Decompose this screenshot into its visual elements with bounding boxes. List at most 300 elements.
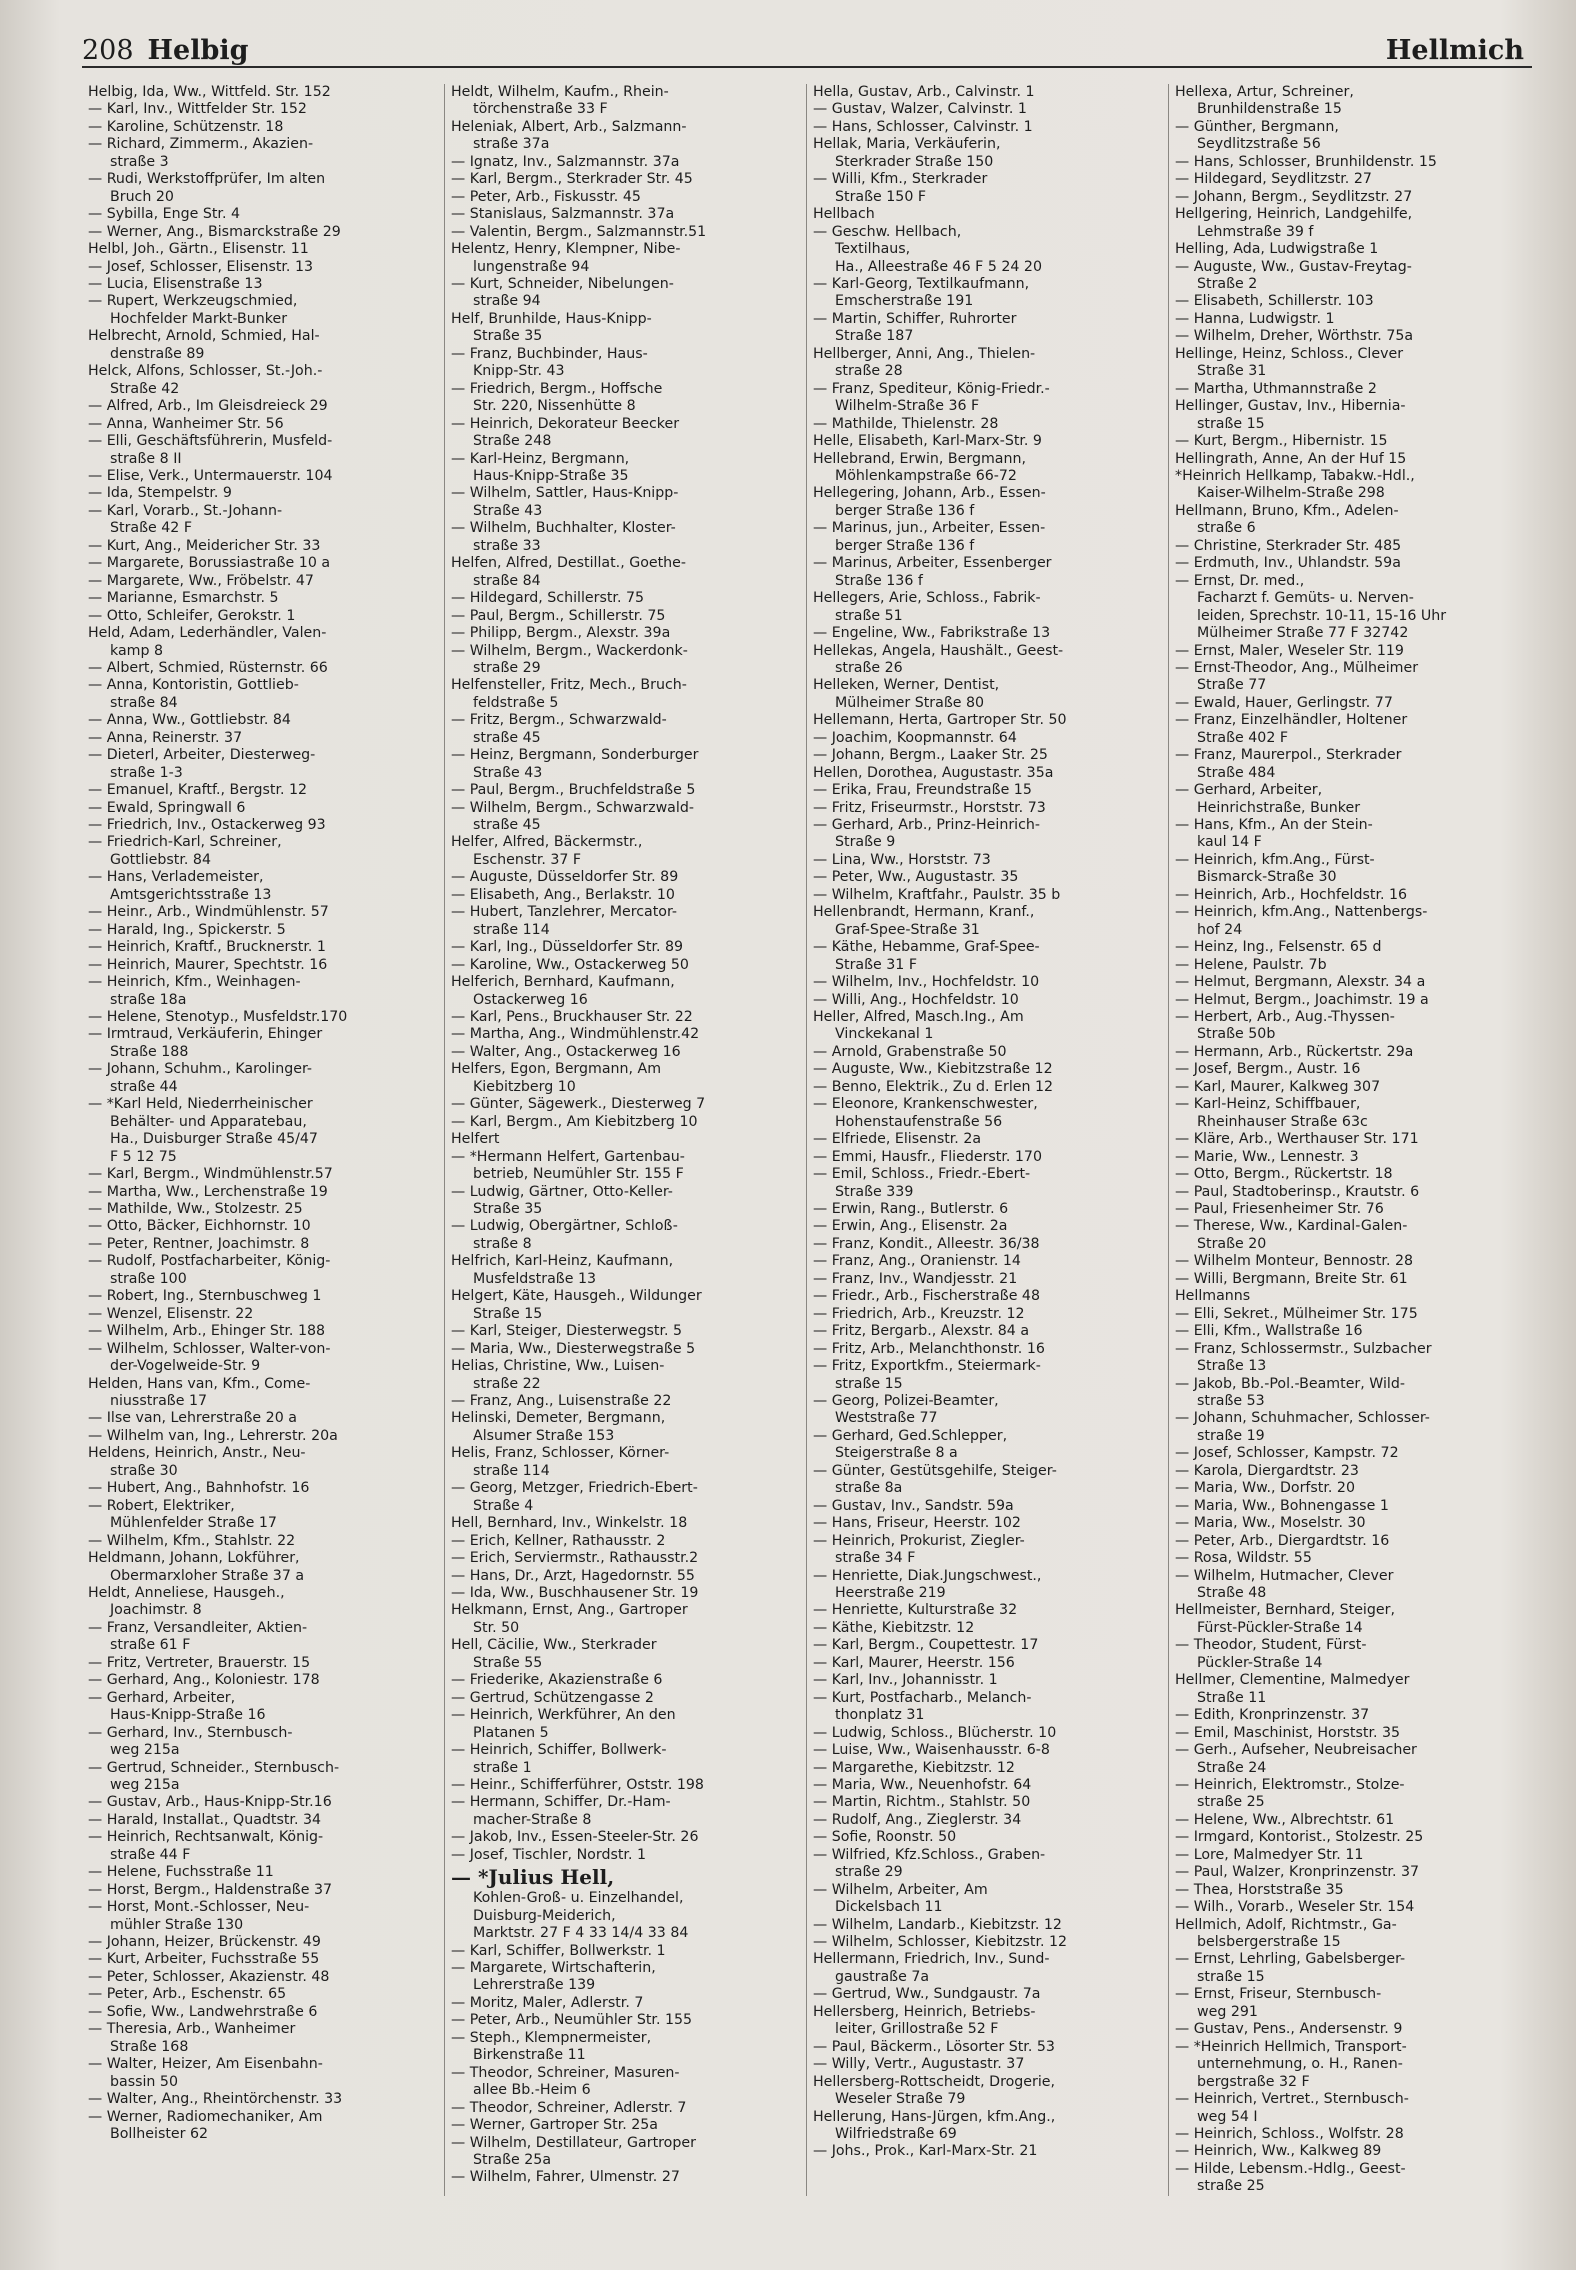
- entry-line: straße 51: [835, 607, 903, 624]
- entry-line: — Alfred, Arb., Im Gleisdreieck 29: [88, 398, 328, 415]
- entry-line: straße 45: [473, 729, 541, 746]
- entry-line: Helis, Franz, Schlosser, Körner-: [451, 1445, 670, 1462]
- entry-line: straße 28: [835, 363, 903, 380]
- entry-line: Textilhaus,: [835, 241, 911, 258]
- entry-line: — Moritz, Maler, Adlerstr. 7: [451, 1994, 644, 2011]
- entry-line: Lehrerstraße 139: [473, 1977, 596, 1994]
- entry-line: — Anna, Reinerstr. 37: [88, 729, 243, 746]
- entry-line: Straße 20: [1197, 1235, 1267, 1252]
- entry-line: — Elisabeth, Schillerstr. 103: [1175, 293, 1374, 310]
- entry-line: — Gerhard, Arbeiter,: [1175, 782, 1323, 799]
- entry-line: — Karl-Heinz, Schiffbauer,: [1175, 1096, 1361, 1113]
- entry-line: Straße 187: [835, 328, 914, 345]
- entry-line: Bruch 20: [110, 188, 174, 205]
- entry-line: — Wilhelm, Hutmacher, Clever: [1175, 1567, 1394, 1584]
- entry-line: — Martha, Ang., Windmühlenstr.42: [451, 1026, 700, 1043]
- entry-line: — Martha, Ww., Lerchenstraße 19: [88, 1183, 328, 1200]
- entry-line: — Margarethe, Kiebitzstr. 12: [813, 1759, 1015, 1776]
- entry-line: — Harald, Ing., Spickerstr. 5: [88, 921, 286, 938]
- entry-line: — Martha, Uthmannstraße 2: [1175, 380, 1377, 397]
- entry-line: gaustraße 7a: [835, 1968, 930, 1985]
- entry-line: — Heinz, Bergmann, Sonderburger: [451, 747, 699, 764]
- entry-line: straße 8 II: [110, 450, 182, 467]
- entry-line: — Lore, Malmedyer Str. 11: [1175, 1846, 1364, 1863]
- entry-line: Pückler-Straße 14: [1197, 1654, 1323, 1671]
- entry-line: Straße 248: [473, 433, 552, 450]
- entry-line: Hellegering, Johann, Arb., Essen-: [813, 485, 1046, 502]
- entry-line: Straße 168: [110, 2038, 189, 2055]
- entry-line: — Kläre, Arb., Werthauser Str. 171: [1175, 1131, 1419, 1148]
- entry-line: — Theresia, Arb., Wanheimer: [88, 2021, 296, 2038]
- entry-line: — Kurt, Ang., Meidericher Str. 33: [88, 537, 321, 554]
- entry-line: — Auguste, Ww., Kiebitzstraße 12: [813, 1061, 1053, 1078]
- entry-line: — Hubert, Ang., Bahnhofstr. 16: [88, 1480, 310, 1497]
- entry-line: — Helene, Paulstr. 7b: [1175, 956, 1327, 973]
- entry-line: Graf-Spee-Straße 31: [835, 921, 980, 938]
- entry-line: — Walter, Ang., Rheintörchenstr. 33: [88, 2091, 343, 2108]
- entry-line: — Rudi, Werkstoffprüfer, Im alten: [88, 171, 326, 188]
- entry-line: macher-Straße 8: [473, 1811, 592, 1828]
- entry-line: — Marianne, Esmarchstr. 5: [88, 590, 279, 607]
- entry-line: — Wilhelm, Dreher, Wörthstr. 75a: [1175, 328, 1414, 345]
- entry-line: Str. 50: [473, 1619, 520, 1636]
- entry-line: — Robert, Ing., Sternbuschweg 1: [88, 1288, 322, 1305]
- entry-line: — Kurt, Schneider, Nibelungen-: [451, 275, 674, 292]
- entry-line: — Sofie, Ww., Landwehrstraße 6: [88, 2003, 318, 2020]
- entry-line: — Günter, Gestütsgehilfe, Steiger-: [813, 1462, 1057, 1479]
- entry-line: — Kurt, Postfacharb., Melanch-: [813, 1689, 1032, 1706]
- entry-line: Hellbach: [813, 206, 875, 223]
- entry-line: — Horst, Bergm., Haldenstraße 37: [88, 1881, 332, 1898]
- entry-line: — Käthe, Kiebitzstr. 12: [813, 1619, 975, 1636]
- entry-line: — Otto, Schleifer, Gerokstr. 1: [88, 607, 296, 624]
- entry-line: Hellebrand, Erwin, Bergmann,: [813, 450, 1026, 467]
- entry-line: — Wenzel, Elisenstr. 22: [88, 1305, 254, 1322]
- entry-line: lungenstraße 94: [473, 258, 590, 275]
- entry-line: — Edith, Kronprinzenstr. 37: [1175, 1707, 1370, 1724]
- entry-line: Seydlitzstraße 56: [1197, 136, 1321, 153]
- entry-line: straße 94: [473, 293, 541, 310]
- entry-line: — Emanuel, Kraftf., Bergstr. 12: [88, 782, 308, 799]
- entry-line: — Elfriede, Elisenstr. 2a: [813, 1131, 982, 1148]
- entry-line: — Peter, Arb., Neumühler Str. 155: [451, 2012, 693, 2029]
- entry-line: — Fritz, Friseurmstr., Horststr. 73: [813, 799, 1046, 816]
- entry-line: — Wilhelm, Destillateur, Gartroper: [451, 2134, 696, 2151]
- entry-line: Straße 77: [1197, 677, 1267, 694]
- entry-line: Wilhelm-Straße 36 F: [835, 398, 980, 415]
- entry-line: — Heinrich, kfm.Ang., Nattenbergs-: [1175, 904, 1428, 921]
- entry-line: Helck, Alfons, Schlosser, St.-Joh.-: [88, 363, 323, 380]
- entry-line: — Franz, Ang., Oranienstr. 14: [813, 1253, 1021, 1270]
- entry-line: leiden, Sprechstr. 10-11, 15-16 Uhr: [1197, 607, 1447, 624]
- entry-line: — Wilh., Vorarb., Weseler Str. 154: [1175, 1899, 1415, 1916]
- entry-line: niusstraße 17: [110, 1392, 208, 1409]
- entry-line: Hellersberg, Heinrich, Betriebs-: [813, 2003, 1036, 2020]
- entry-line: — Gerhard, Ang., Koloniestr. 178: [88, 1672, 320, 1689]
- entry-line: Helleken, Werner, Dentist,: [813, 677, 1000, 694]
- entry-line: — Willi, Bergmann, Breite Str. 61: [1175, 1270, 1408, 1287]
- entry-line: — Walter, Ang., Ostackerweg 16: [451, 1043, 681, 1060]
- entry-line: — Karl, Ing., Düsseldorfer Str. 89: [451, 939, 684, 956]
- entry-line: — Friedrich, Arb., Kreuzstr. 12: [813, 1305, 1025, 1322]
- entry-line: Straße 35: [473, 1201, 543, 1217]
- entry-line: straße 34 F: [835, 1550, 916, 1567]
- entry-line: — Martin, Richtm., Stahlstr. 50: [813, 1794, 1031, 1811]
- entry-line: — Lina, Ww., Horststr. 73: [813, 851, 991, 868]
- entry-line: Helfen, Alfred, Destillat., Goethe-: [451, 555, 687, 572]
- entry-line: — Friedrich-Karl, Schreiner,: [88, 834, 282, 851]
- entry-line: — Franz, Buchbinder, Haus-: [451, 345, 648, 362]
- entry-line: berger Straße 136 f: [835, 537, 975, 554]
- entry-line: kamp 8: [110, 642, 164, 659]
- entry-line: Bollheister 62: [110, 2126, 209, 2143]
- entry-line: — Therese, Ww., Kardinal-Galen-: [1175, 1218, 1408, 1235]
- entry-line: Amtsgerichtsstraße 13: [110, 886, 272, 903]
- entry-line: Straße 43: [473, 764, 543, 781]
- entry-line: straße 53: [1197, 1392, 1265, 1409]
- entry-line: Straße 2: [1197, 275, 1258, 292]
- entry-line: — Karl, Bergm., Coupettestr. 17: [813, 1637, 1039, 1654]
- column-4: [1168, 84, 1530, 2196]
- entry-line: *Heinrich Hellkamp, Tabakw.-Hdl.,: [1175, 467, 1415, 484]
- entry-line: straße 29: [473, 659, 541, 676]
- header-left: [82, 35, 249, 66]
- entry-line: — Georg, Polizei-Beamter,: [813, 1392, 999, 1409]
- entry-line: — Karl, Vorarb., St.-Johann-: [88, 502, 283, 519]
- entry-line: — Franz, Inv., Wandjesstr. 21: [813, 1270, 1018, 1287]
- entry-line: Hellgering, Heinrich, Landgehilfe,: [1175, 206, 1413, 223]
- entry-line: — Wilhelm, Schlosser, Kiebitzstr. 12: [813, 1934, 1068, 1951]
- entry-line: betrieb, Neumühler Str. 155 F: [473, 1166, 684, 1183]
- entry-line: Kaiser-Wilhelm-Straße 298: [1197, 485, 1385, 502]
- entry-line: — Hans, Dr., Arzt, Hagedornstr. 55: [451, 1567, 695, 1584]
- entry-line: straße 1-3: [110, 764, 183, 781]
- entry-line: — Henriette, Kulturstraße 32: [813, 1602, 1018, 1619]
- entry-line: weg 54 I: [1197, 2108, 1258, 2125]
- entry-line: Mülheimer Straße 80: [835, 694, 985, 711]
- entry-line: — Heinrich, Ww., Kalkweg 89: [1175, 2143, 1382, 2160]
- entry-line: — Karoline, Schützenstr. 18: [88, 118, 284, 135]
- entry-line: — Lucia, Elisenstraße 13: [88, 275, 263, 292]
- entry-line: Hellerung, Hans-Jürgen, kfm.Ang.,: [813, 2108, 1056, 2125]
- entry-line: Helkmann, Ernst, Ang., Gartroper: [451, 1602, 688, 1619]
- entry-line: — Erich, Kellner, Rathausstr. 2: [451, 1532, 666, 1549]
- entry-line: — Josef, Bergm., Austr. 16: [1175, 1061, 1361, 1078]
- entry-line: Helfrich, Karl-Heinz, Kaufmann,: [451, 1253, 674, 1270]
- entry-line: — Wilhelm, Buchhalter, Kloster-: [451, 520, 676, 537]
- entry-line: — Emil, Maschinist, Horststr. 35: [1175, 1724, 1401, 1741]
- entry-line: törchenstraße 33 F: [473, 101, 608, 118]
- entry-line: Fürst-Pückler-Straße 14: [1197, 1619, 1363, 1636]
- entry-line: Helinski, Demeter, Bergmann,: [451, 1410, 666, 1427]
- entry-line: Marktstr. 27 F 4 33 14/4 33 84: [473, 1925, 689, 1942]
- entry-line: — Johann, Bergm., Laaker Str. 25: [813, 747, 1048, 764]
- entry-line: — Fritz, Exportkfm., Steiermark-: [813, 1358, 1041, 1375]
- entry-line: unternehmung, o. H., Ranen-: [1197, 2056, 1403, 2073]
- entry-line: — Irmgard, Kontorist., Stolzestr. 25: [1175, 1829, 1424, 1846]
- entry-line: Hell, Bernhard, Inv., Winkelstr. 18: [451, 1515, 688, 1532]
- entry-line: straße 19: [1197, 1427, 1265, 1444]
- entry-line: — Hanna, Ludwigstr. 1: [1175, 310, 1335, 327]
- entry-line: Hellmer, Clementine, Malmedyer: [1175, 1672, 1410, 1689]
- entry-line: Straße 136 f: [835, 572, 923, 589]
- entry-line: Straße 25a: [473, 2152, 552, 2169]
- column-2: [444, 84, 806, 2196]
- entry-line: — Friedrich, Bergm., Hoffsche: [451, 380, 663, 397]
- entry-line: Hellmanns: [1175, 1288, 1251, 1305]
- entry-line: Helfensteller, Fritz, Mech., Bruch-: [451, 677, 687, 694]
- entry-line: Hellmann, Bruno, Kfm., Adelen-: [1175, 502, 1399, 519]
- entry-line: — Gertrud, Schützengasse 2: [451, 1689, 654, 1706]
- entry-line: — Theodor, Schreiner, Masuren-: [451, 2064, 680, 2081]
- entry-line: straße 8a: [835, 1480, 903, 1497]
- entry-line: Rheinhauser Straße 63c: [1197, 1113, 1368, 1130]
- entry-line: — Marie, Ww., Lennestr. 3: [1175, 1148, 1359, 1165]
- entry-line: Helfers, Egon, Bergmann, Am: [451, 1061, 662, 1078]
- entry-line: — Joachim, Koopmannstr. 64: [813, 729, 1017, 746]
- entry-line: Hellen, Dorothea, Augustastr. 35a: [813, 764, 1054, 781]
- entry-line: — Werner, Radiomechaniker, Am: [88, 2108, 323, 2125]
- entry-line: — Steph., Klempnermeister,: [451, 2029, 652, 2046]
- entry-line: Alsumer Straße 153: [473, 1427, 615, 1444]
- entry-line: Gottliebstr. 84: [110, 851, 211, 868]
- entry-line: straße 15: [1197, 415, 1265, 432]
- entry-line: — Anna, Ww., Gottliebstr. 84: [88, 712, 291, 729]
- entry-line: — Wilhelm, Arbeiter, Am: [813, 1881, 988, 1898]
- entry-line: — Wilhelm Monteur, Bennostr. 28: [1175, 1253, 1414, 1270]
- entry-line: allee Bb.-Heim 6: [473, 2082, 591, 2099]
- entry-line: — Fritz, Arb., Melanchthonstr. 16: [813, 1340, 1045, 1357]
- entry-line: — Paul, Walzer, Kronprinzenstr. 37: [1175, 1864, 1420, 1881]
- entry-line: — Paul, Bäckerm., Lösorter Str. 53: [813, 2038, 1055, 2055]
- entry-line: — Christine, Sterkrader Str. 485: [1175, 537, 1402, 554]
- entry-line: — Gustav, Inv., Sandstr. 59a: [813, 1497, 1014, 1514]
- entry-line: Hellinger, Gustav, Inv., Hibernia-: [1175, 398, 1406, 415]
- entry-line: straße 18a: [110, 991, 187, 1008]
- entry-line: Heldens, Heinrich, Anstr., Neu-: [88, 1445, 306, 1462]
- entry-line: — Wilhelm van, Ing., Lehrerstr. 20a: [88, 1427, 338, 1444]
- entry-line: — Karl, Maurer, Heerstr. 156: [813, 1654, 1015, 1671]
- entry-line: Hellenbrandt, Hermann, Kranf.,: [813, 904, 1035, 921]
- entry-line: Ha., Alleestraße 46 F 5 24 20: [835, 258, 1042, 275]
- entry-line: — Franz, Versandleiter, Aktien-: [88, 1619, 308, 1636]
- entry-line: Straße 50b: [1197, 1026, 1276, 1043]
- entry-line: Helden, Hans van, Kfm., Come-: [88, 1375, 311, 1392]
- entry-line: — Helene, Fuchsstraße 11: [88, 1864, 274, 1881]
- entry-line: — Luise, Ww., Waisenhausstr. 6-8: [813, 1742, 1050, 1759]
- entry-line: — Heinr., Arb., Windmühlenstr. 57: [88, 904, 329, 921]
- entry-line: Straße 24: [1197, 1759, 1267, 1776]
- entry-line: — Anna, Kontoristin, Gottlieb-: [88, 677, 299, 694]
- entry-line: Heinrichstraße, Bunker: [1197, 799, 1361, 816]
- entry-line: Hohenstaufenstraße 56: [835, 1113, 1003, 1130]
- entry-line: Helgert, Käte, Hausgeh., Wildunger: [451, 1288, 702, 1305]
- entry-line: — Wilhelm, Arb., Ehinger Str. 188: [88, 1323, 326, 1340]
- entry-line: — Josef, Tischler, Nordstr. 1: [451, 1846, 646, 1863]
- entry-line: — Marinus, jun., Arbeiter, Essen-: [813, 520, 1046, 537]
- entry-line: — Gertrud, Schneider., Sternbusch-: [88, 1759, 340, 1776]
- entry-line: Möhlenkampstraße 66-72: [835, 467, 1017, 484]
- entry-line: — Dieterl, Arbeiter, Diesterweg-: [88, 747, 316, 764]
- entry-line: straße 45: [473, 817, 541, 834]
- entry-line: — Heinz, Ing., Felsenstr. 65 d: [1175, 939, 1382, 956]
- entry-line: — Josef, Schlosser, Kampstr. 72: [1175, 1445, 1399, 1462]
- entry-line: straße 29: [835, 1864, 903, 1881]
- entry-line: berger Straße 136 f: [835, 502, 975, 519]
- entry-line: Helfert: [451, 1131, 500, 1148]
- entry-line: — Franz, Kondit., Alleestr. 36/38: [813, 1235, 1040, 1252]
- entry-line: — Theodor, Schreiner, Adlerstr. 7: [451, 2099, 687, 2116]
- entry-line: — *Heinrich Hellmich, Transport-: [1175, 2038, 1407, 2055]
- entry-line: — Helene, Stenotyp., Musfeldstr.170: [88, 1009, 348, 1026]
- entry-line: — Hildegard, Schillerstr. 75: [451, 590, 645, 607]
- entry-line: — Karl, Maurer, Kalkweg 307: [1175, 1078, 1381, 1095]
- entry-line: — Helmut, Bergmann, Alexstr. 34 a: [1175, 974, 1426, 991]
- entry-line: — Benno, Elektrik., Zu d. Erlen 12: [813, 1078, 1054, 1095]
- entry-line: — Franz, Einzelhändler, Holtener: [1175, 712, 1408, 729]
- entry-line: straße 8: [473, 1235, 532, 1252]
- entry-line: Mühlenfelder Straße 17: [110, 1515, 277, 1532]
- entry-line: Straße 48: [1197, 1584, 1267, 1601]
- entry-line: — Ernst-Theodor, Ang., Mülheimer: [1175, 659, 1419, 676]
- entry-line: — Gerhard, Inv., Sternbusch-: [88, 1724, 293, 1741]
- entry-line: — Peter, Rentner, Joachimstr. 8: [88, 1235, 310, 1252]
- entry-line: — *Karl Held, Niederrheinischer: [88, 1096, 313, 1113]
- entry-line: Hellermann, Friedrich, Inv., Sund-: [813, 1951, 1050, 1968]
- entry-line: — Emmi, Hausfr., Fliederstr. 170: [813, 1148, 1042, 1165]
- entry-line: — Harald, Installat., Quadtstr. 34: [88, 1811, 322, 1828]
- entry-line: — Maria, Ww., Neuenhofstr. 64: [813, 1776, 1032, 1793]
- entry-line: straße 15: [1197, 1968, 1265, 1985]
- entry-line: — Heinrich, Vertret., Sternbusch-: [1175, 2091, 1409, 2108]
- entry-line: — Franz, Spediteur, König-Friedr.-: [813, 380, 1050, 397]
- entry-line: — Margarete, Ww., Fröbelstr. 47: [88, 572, 314, 589]
- entry-line: — Margarete, Wirtschafterin,: [451, 1960, 656, 1977]
- entry-line: Vinckekanal 1: [835, 1026, 934, 1043]
- entry-line: straße 114: [473, 1462, 550, 1479]
- entry-line: Hellmich, Adolf, Richtmstr., Ga-: [1175, 1916, 1397, 1933]
- entry-line: — Gustav, Arb., Haus-Knipp-Str.16: [88, 1794, 332, 1811]
- entry-line: — Ilse van, Lehrerstraße 20 a: [88, 1410, 297, 1427]
- entry-line: — Karl, Bergm., Windmühlenstr.57: [88, 1166, 333, 1183]
- entry-line: — Auguste, Düsseldorfer Str. 89: [451, 869, 679, 886]
- entry-line: Heldmann, Johann, Lokführer,: [88, 1550, 300, 1567]
- entry-line: — Josef, Schlosser, Elisenstr. 13: [88, 258, 313, 275]
- entry-line: — Maria, Ww., Moselstr. 30: [1175, 1515, 1366, 1532]
- entry-line: straße 114: [473, 921, 550, 938]
- entry-line: — Wilhelm, Inv., Hochfeldstr. 10: [813, 974, 1040, 991]
- entry-line: Kohlen-Groß- u. Einzelhandel,: [473, 1890, 684, 1907]
- entry-line: — Theodor, Student, Fürst-: [1175, 1637, 1367, 1654]
- entry-line: straße 44: [110, 1078, 178, 1095]
- entry-line: Heerstraße 219: [835, 1584, 946, 1601]
- entry-line: straße 25: [1197, 2178, 1265, 2195]
- entry-line: — Hilde, Lebensm.-Hdlg., Geest-: [1175, 2160, 1406, 2177]
- entry-line: hof 24: [1197, 921, 1243, 938]
- entry-line: Straße 15: [473, 1305, 543, 1322]
- entry-line: — Walter, Heizer, Am Eisenbahn-: [88, 2056, 323, 2073]
- entry-line: — Ewald, Springwall 6: [88, 799, 246, 816]
- entry-columns: [82, 84, 1532, 2196]
- header-first-name: Helbig: [147, 35, 249, 66]
- entry-line: bassin 50: [110, 2073, 178, 2090]
- entry-line: — Erika, Frau, Freundstraße 15: [813, 782, 1032, 799]
- entry-line: — Stanislaus, Salzmannstr. 37a: [451, 206, 675, 223]
- entry-line: Obermarxloher Straße 37 a: [110, 1567, 305, 1584]
- entry-line: Eschenstr. 37 F: [473, 851, 582, 868]
- entry-line: — Hans, Schlosser, Calvinstr. 1: [813, 118, 1033, 135]
- entry-line: Knipp-Str. 43: [473, 363, 565, 380]
- entry-line: Hell, Cäcilie, Ww., Sterkrader: [451, 1637, 657, 1654]
- entry-line: — Rupert, Werkzeugschmied,: [88, 293, 298, 310]
- entry-line: Straße 484: [1197, 764, 1276, 781]
- entry-line: — Irmtraud, Verkäuferin, Ehinger: [88, 1026, 323, 1043]
- entry-line: — Maria, Ww., Bohnengasse 1: [1175, 1497, 1389, 1514]
- entry-line: — Erwin, Rang., Butlerstr. 6: [813, 1201, 1009, 1217]
- entry-line: — Heinrich, Maurer, Spechtstr. 16: [88, 956, 328, 973]
- entry-line: — Ludwig, Obergärtner, Schloß-: [451, 1218, 678, 1235]
- entry-line: Heldt, Wilhelm, Kaufm., Rhein-: [451, 84, 669, 100]
- entry-line: — Ludwig, Schloss., Blücherstr. 10: [813, 1724, 1057, 1741]
- entry-line: — Ludwig, Gärtner, Otto-Keller-: [451, 1183, 673, 1200]
- entry-line: Straße 4: [473, 1497, 534, 1514]
- entry-line: — Paul, Friesenheimer Str. 76: [1175, 1201, 1384, 1217]
- entry-line: — Robert, Elektriker,: [88, 1497, 235, 1514]
- entry-line: Helentz, Henry, Klempner, Nibe-: [451, 241, 681, 258]
- entry-line: straße 84: [473, 572, 541, 589]
- entry-line: — Jakob, Inv., Essen-Steeler-Str. 26: [451, 1829, 699, 1846]
- entry-line: — Gerhard, Ged.Schlepper,: [813, 1427, 1008, 1444]
- entry-line: straße 15: [835, 1375, 903, 1392]
- entry-line: Straße 31: [1197, 363, 1267, 380]
- entry-line: — Wilhelm, Fahrer, Ulmenstr. 27: [451, 2169, 680, 2186]
- entry-line: straße 22: [473, 1375, 541, 1392]
- column-3: [806, 84, 1168, 2196]
- entry-line: straße 30: [110, 1462, 178, 1479]
- entry-line: — Gerh., Aufseher, Neubreisacher: [1175, 1742, 1417, 1759]
- entry-line: — Franz, Maurerpol., Sterkrader: [1175, 747, 1402, 764]
- entry-line: — Heinrich, Kfm., Weinhagen-: [88, 974, 301, 991]
- entry-line: — Hildegard, Seydlitzstr. 27: [1175, 171, 1372, 188]
- entry-line: Hochfelder Markt-Bunker: [110, 310, 288, 327]
- entry-line: Hellinge, Heinz, Schloss., Clever: [1175, 345, 1404, 362]
- entry-line: — Hermann, Arb., Rückertstr. 29a: [1175, 1043, 1414, 1060]
- entry-line: Emscherstraße 191: [835, 293, 974, 310]
- entry-line: Helbig, Ida, Ww., Wittfeld. Str. 152: [88, 84, 331, 100]
- entry-line: — Willi, Ang., Hochfeldstr. 10: [813, 991, 1019, 1008]
- entry-line: — Auguste, Ww., Gustav-Freytag-: [1175, 258, 1412, 275]
- entry-line: — Sybilla, Enge Str. 4: [88, 206, 240, 223]
- entry-line: — Wilhelm, Kfm., Stahlstr. 22: [88, 1532, 296, 1549]
- entry-line: leiter, Grillostraße 52 F: [835, 2021, 999, 2038]
- entry-line: Hellmeister, Bernhard, Steiger,: [1175, 1602, 1395, 1619]
- entry-line: — Johann, Bergm., Seydlitzstr. 27: [1175, 188, 1413, 205]
- entry-line: — Sofie, Roonstr. 50: [813, 1829, 957, 1846]
- entry-line: kaul 14 F: [1197, 834, 1262, 851]
- entry-line: Facharzt f. Gemüts- u. Nerven-: [1197, 590, 1414, 607]
- entry-line: straße 1: [473, 1759, 532, 1776]
- entry-line: — Peter, Arb., Fiskusstr. 45: [451, 188, 641, 205]
- entry-line: — Werner, Gartroper Str. 25a: [451, 2117, 659, 2134]
- entry-line: Straße 13: [1197, 1358, 1267, 1375]
- entry-line: — *Julius Hell,: [451, 1865, 615, 1890]
- entry-line: — Heinrich, Prokurist, Ziegler-: [813, 1532, 1025, 1549]
- entry-line: Straße 150 F: [835, 188, 927, 205]
- entry-line: — Heinrich, Werkführer, An den: [451, 1707, 676, 1724]
- entry-line: — Geschw. Hellbach,: [813, 223, 962, 240]
- entry-line: — Gustav, Pens., Andersenstr. 9: [1175, 2021, 1403, 2038]
- entry-line: — Peter, Schlosser, Akazienstr. 48: [88, 1968, 330, 1985]
